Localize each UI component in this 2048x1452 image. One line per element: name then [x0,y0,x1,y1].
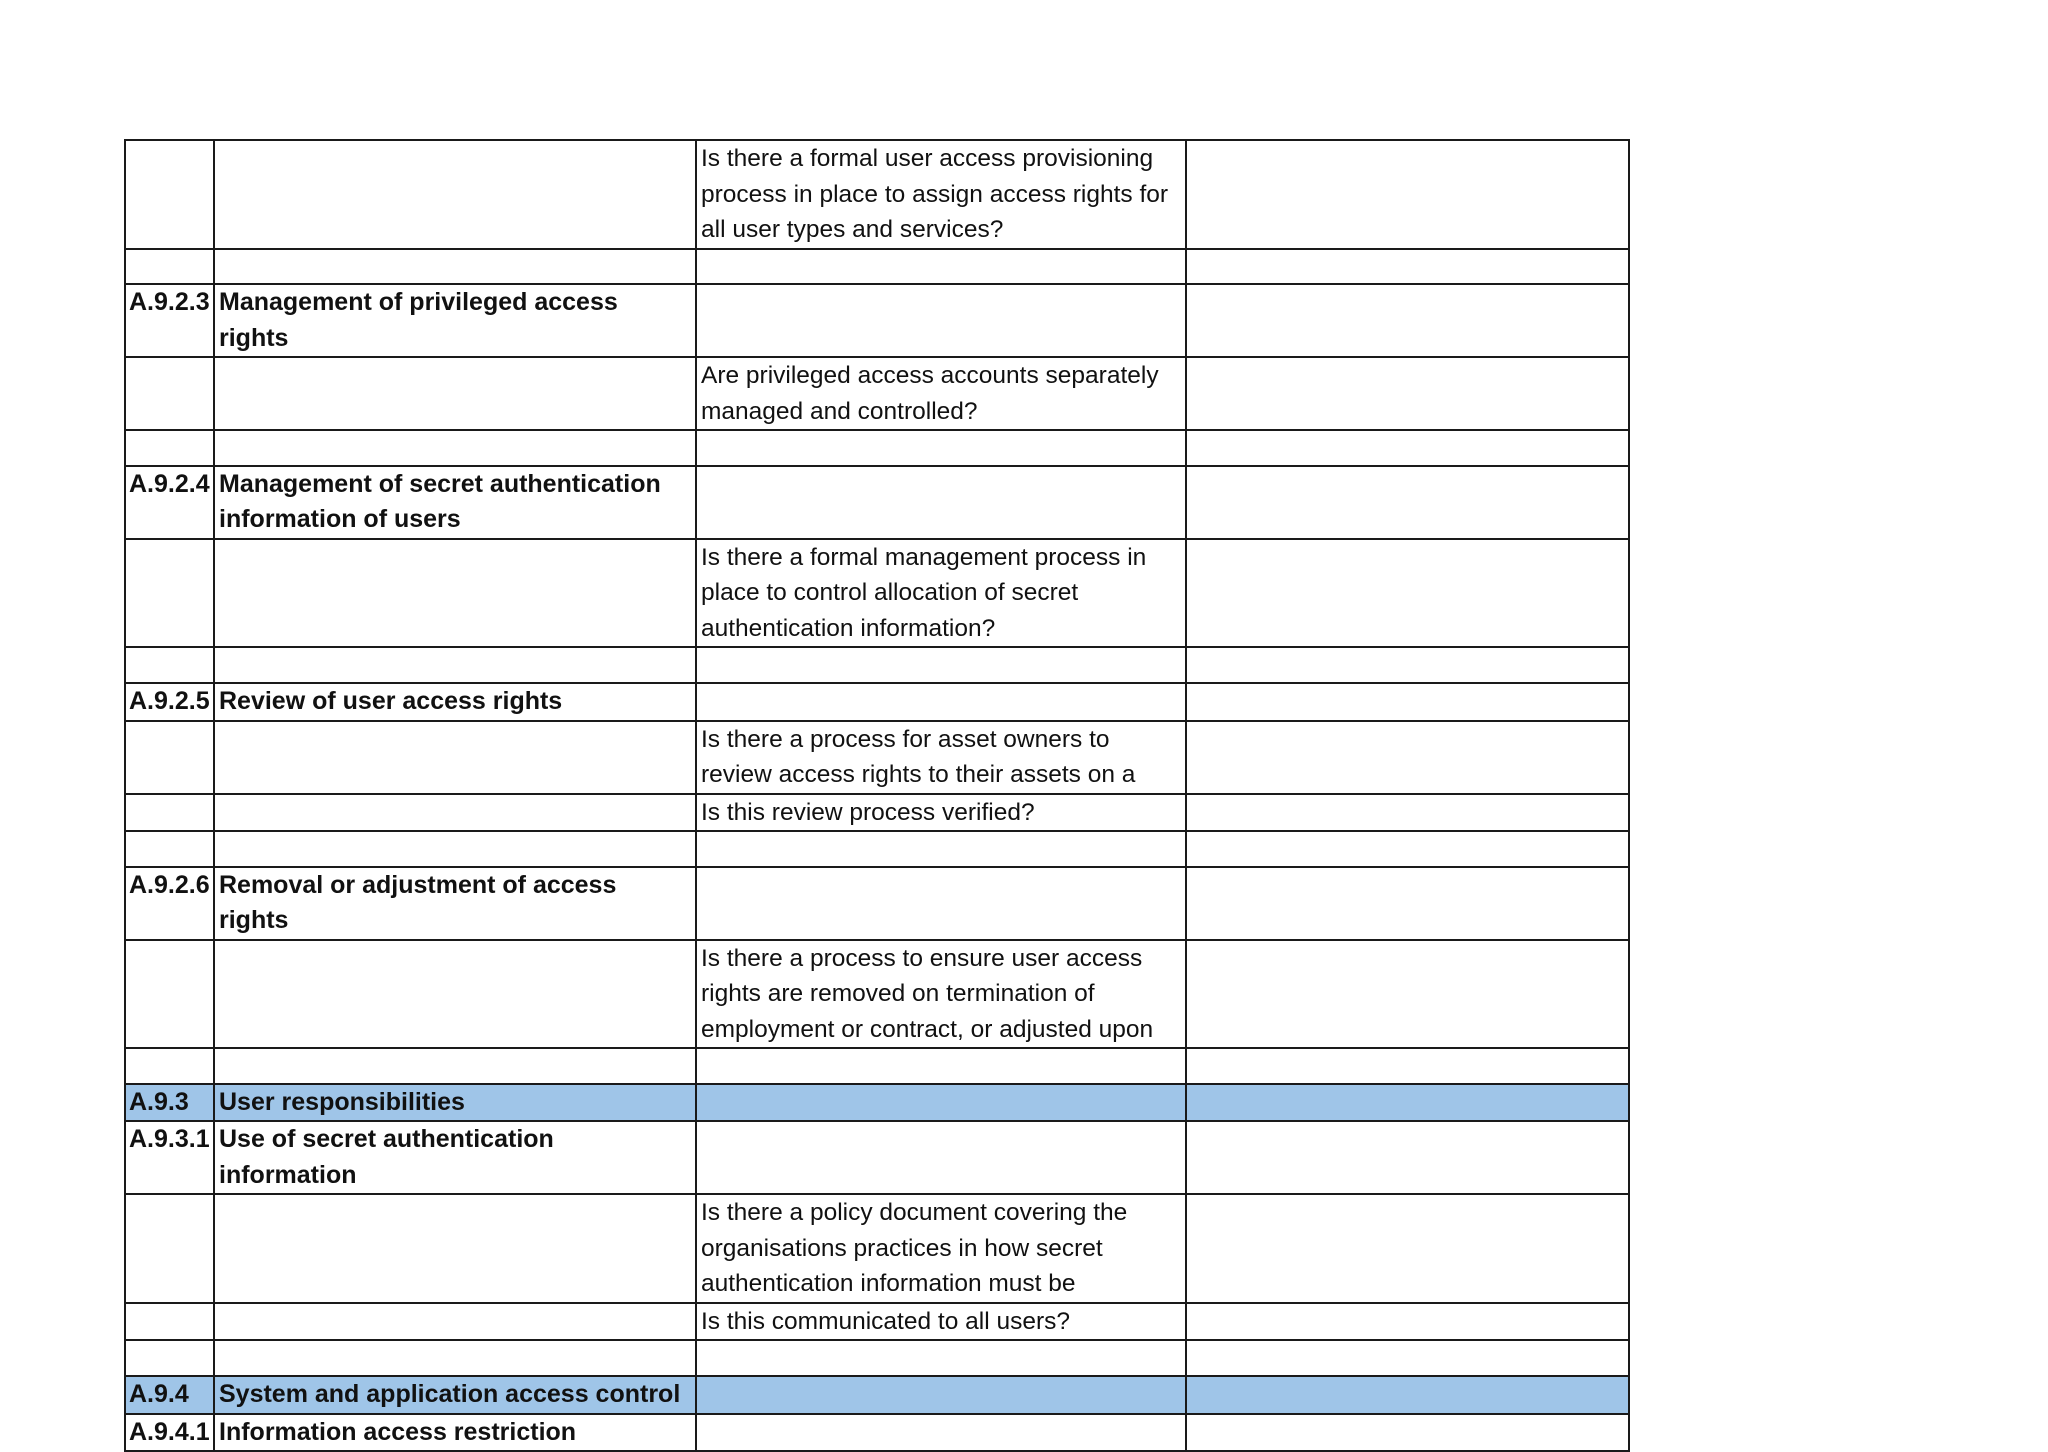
notes-cell[interactable] [1186,831,1629,867]
notes-cell[interactable] [1186,1376,1629,1414]
table-row [125,794,1629,832]
audit-question-cell[interactable] [696,1121,1186,1194]
audit-question-cell[interactable]: Is there a process to ensure user access rights are removed on termination of employment or contract, or adjusted upon [696,940,1186,1049]
notes-cell[interactable] [1186,940,1629,1049]
control-id-cell[interactable] [125,357,214,430]
control-title-cell[interactable] [214,647,696,683]
section-header-row [125,1084,1629,1122]
audit-question-cell[interactable] [696,647,1186,683]
control-title-cell[interactable]: Use of secret authentication information [214,1121,696,1194]
notes-cell[interactable] [1186,539,1629,648]
control-id-cell[interactable] [125,1048,214,1084]
control-id-cell[interactable]: A.9.4.1 [125,1414,214,1452]
audit-question-cell[interactable] [696,867,1186,940]
table-row [125,357,1629,430]
table-row [125,1121,1629,1194]
section-header-row [125,1376,1629,1414]
table-row [125,940,1629,1049]
notes-cell[interactable] [1186,1340,1629,1376]
control-title-cell[interactable]: User responsibilities [214,1084,696,1122]
control-id-cell[interactable]: A.9.2.4 [125,466,214,539]
audit-question-cell[interactable] [696,1376,1186,1414]
notes-cell[interactable] [1186,466,1629,539]
table-row [125,1303,1629,1341]
notes-cell[interactable] [1186,721,1629,794]
control-id-cell[interactable] [125,539,214,648]
control-id-cell[interactable] [125,1340,214,1376]
table-row [125,284,1629,357]
table-row [125,1194,1629,1303]
audit-question-cell[interactable] [696,249,1186,285]
audit-question-cell[interactable] [696,1048,1186,1084]
control-title-cell[interactable] [214,940,696,1049]
audit-question-cell[interactable]: Is there a policy document covering the organisations practices in how secret authentication information must be [696,1194,1186,1303]
audit-question-cell[interactable] [696,284,1186,357]
control-title-cell[interactable]: Management of secret authentication information of users [214,466,696,539]
table-row [125,249,1629,285]
control-title-cell[interactable] [214,430,696,466]
table-row [125,647,1629,683]
notes-cell[interactable] [1186,1414,1629,1452]
audit-question-cell[interactable]: Is there a formal user access provisioning process in place to assign access rights for all user types and services? [696,140,1186,249]
table-row [125,430,1629,466]
notes-cell[interactable] [1186,1121,1629,1194]
audit-question-cell[interactable] [696,1340,1186,1376]
control-title-cell[interactable] [214,539,696,648]
notes-cell[interactable] [1186,794,1629,832]
notes-cell[interactable] [1186,1084,1629,1122]
table-row [125,1414,1629,1452]
audit-question-cell[interactable] [696,831,1186,867]
notes-cell[interactable] [1186,430,1629,466]
audit-question-cell[interactable] [696,1084,1186,1122]
notes-cell[interactable] [1186,1194,1629,1303]
control-id-cell[interactable] [125,1194,214,1303]
control-title-cell[interactable]: Review of user access rights [214,683,696,721]
control-title-cell[interactable] [214,140,696,249]
notes-cell[interactable] [1186,1048,1629,1084]
audit-question-cell[interactable]: Is this communicated to all users? [696,1303,1186,1341]
table-row [125,683,1629,721]
control-title-cell[interactable] [214,1303,696,1341]
control-id-cell[interactable]: A.9.3.1 [125,1121,214,1194]
control-title-cell[interactable] [214,1340,696,1376]
table-row [125,867,1629,940]
control-id-cell[interactable] [125,831,214,867]
audit-question-cell[interactable]: Is there a formal management process in place to control allocation of secret authentication information? [696,539,1186,648]
control-id-cell[interactable]: A.9.3 [125,1084,214,1122]
checklist-body [125,140,1629,1451]
audit-checklist-table [124,139,1630,1452]
control-title-cell[interactable] [214,357,696,430]
control-id-cell[interactable] [125,1303,214,1341]
control-title-cell[interactable]: System and application access control [214,1376,696,1414]
notes-cell[interactable] [1186,1303,1629,1341]
control-id-cell[interactable] [125,249,214,285]
control-title-cell[interactable] [214,1194,696,1303]
notes-cell[interactable] [1186,140,1629,249]
notes-cell[interactable] [1186,867,1629,940]
audit-question-cell[interactable]: Is this review process verified? [696,794,1186,832]
table-row [125,831,1629,867]
notes-cell[interactable] [1186,284,1629,357]
control-id-cell[interactable]: A.9.4 [125,1376,214,1414]
audit-question-cell[interactable] [696,1414,1186,1452]
control-id-cell[interactable]: A.9.2.5 [125,683,214,721]
control-id-cell[interactable] [125,794,214,832]
audit-question-cell[interactable] [696,430,1186,466]
table-row [125,721,1629,794]
audit-question-cell[interactable] [696,466,1186,539]
control-title-cell[interactable] [214,1048,696,1084]
control-title-cell[interactable] [214,249,696,285]
audit-question-cell[interactable] [696,683,1186,721]
control-id-cell[interactable] [125,430,214,466]
table-row [125,539,1629,648]
control-title-cell[interactable]: Removal or adjustment of access rights [214,867,696,940]
table-row [125,140,1629,249]
control-title-cell[interactable] [214,721,696,794]
notes-cell[interactable] [1186,357,1629,430]
control-id-cell[interactable] [125,940,214,1049]
audit-question-cell[interactable]: Are privileged access accounts separately managed and controlled? [696,357,1186,430]
control-title-cell[interactable]: Information access restriction [214,1414,696,1452]
table-row [125,1340,1629,1376]
control-id-cell[interactable]: A.9.2.6 [125,867,214,940]
control-id-cell[interactable] [125,140,214,249]
table-row [125,1048,1629,1084]
control-title-cell[interactable] [214,831,696,867]
audit-question-cell[interactable]: Is there a process for asset owners to review access rights to their assets on a [696,721,1186,794]
notes-cell[interactable] [1186,647,1629,683]
table-row [125,466,1629,539]
control-title-cell[interactable] [214,794,696,832]
notes-cell[interactable] [1186,249,1629,285]
control-id-cell[interactable] [125,647,214,683]
control-title-cell[interactable]: Management of privileged access rights [214,284,696,357]
control-id-cell[interactable] [125,721,214,794]
notes-cell[interactable] [1186,683,1629,721]
control-id-cell[interactable]: A.9.2.3 [125,284,214,357]
